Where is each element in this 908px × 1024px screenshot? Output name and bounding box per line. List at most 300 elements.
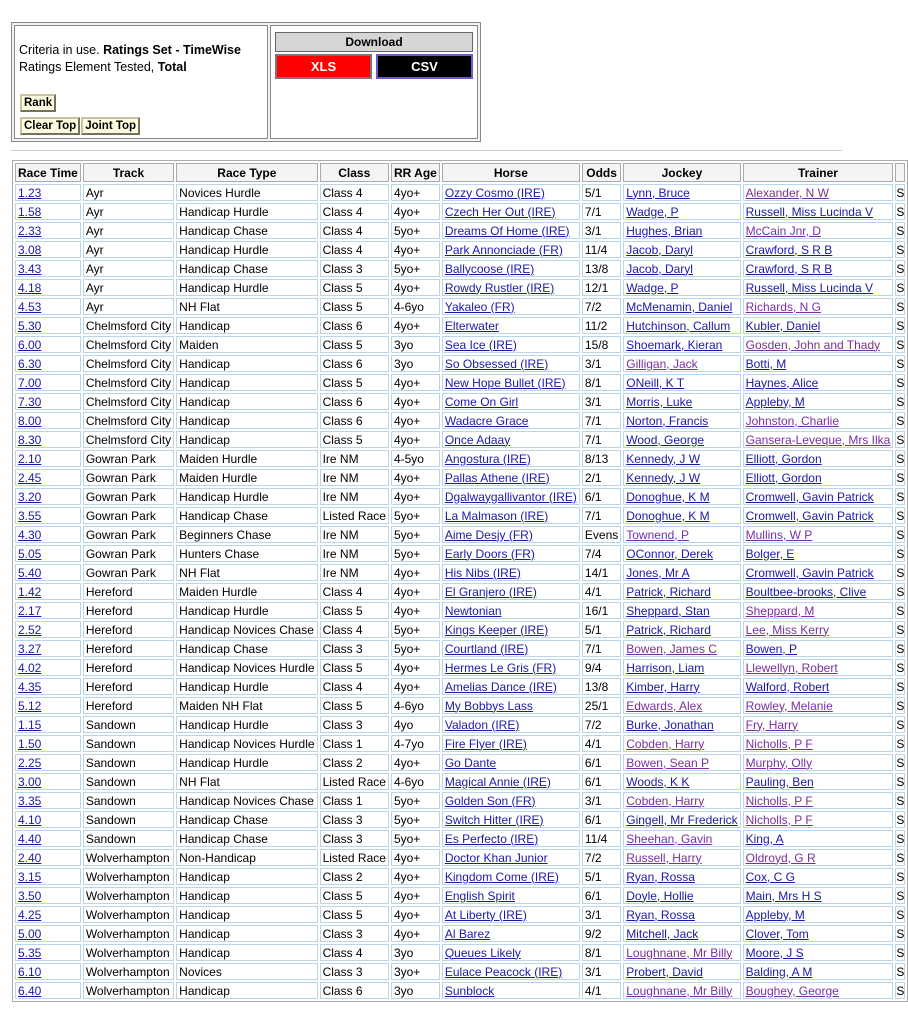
horse-link[interactable]: Es Perfecto (IRE) bbox=[444, 831, 539, 846]
horse-link[interactable]: Queues Likely bbox=[444, 945, 521, 960]
class-cell: Class 5 bbox=[320, 431, 389, 448]
race-time-cell bbox=[15, 849, 81, 866]
race-time-cell bbox=[15, 735, 81, 752]
trainer-link[interactable]: Crawford, S R B bbox=[745, 242, 833, 257]
race-time-cell bbox=[15, 811, 81, 828]
jockey-link[interactable]: OConnor, Derek bbox=[626, 546, 713, 561]
jockey-link[interactable]: Bowen, James C bbox=[626, 641, 717, 656]
rr-age-cell: 4yo+ bbox=[391, 659, 440, 676]
horse-link[interactable]: Pallas Athene (IRE) bbox=[444, 470, 550, 485]
track-cell: Gowran Park bbox=[83, 564, 174, 581]
criteria-set-line bbox=[19, 42, 265, 59]
trainer-link[interactable]: Crawford, S R B bbox=[745, 261, 833, 276]
horse-link[interactable]: Elterwater bbox=[444, 318, 499, 333]
csv-download-button[interactable]: CSV bbox=[376, 54, 473, 79]
header-odds[interactable]: Odds bbox=[582, 163, 621, 182]
jockey-cell bbox=[623, 849, 740, 866]
class-cell: Class 5 bbox=[320, 279, 389, 296]
criteria-panel bbox=[11, 22, 481, 142]
extra-column-cell: S bbox=[896, 318, 905, 333]
trainer-cell bbox=[743, 412, 894, 429]
jockey-link[interactable]: Mitchell, Jack bbox=[626, 926, 699, 941]
race-time-link[interactable]: 4.53 bbox=[18, 299, 42, 314]
jockey-link[interactable]: Doyle, Hollie bbox=[626, 888, 694, 903]
race-time-link[interactable]: 8.30 bbox=[18, 432, 42, 447]
table-row bbox=[15, 355, 905, 372]
trainer-link[interactable]: Fry, Harry bbox=[745, 717, 799, 732]
rank-button[interactable]: Rank bbox=[20, 94, 56, 112]
criteria-element-value: Total bbox=[157, 60, 187, 74]
jockey-link[interactable]: Woods, K K bbox=[626, 774, 690, 789]
rr-age-cell: 5yo+ bbox=[391, 640, 440, 657]
class-cell: Class 6 bbox=[320, 982, 389, 999]
race-time-link[interactable]: 1.50 bbox=[18, 736, 42, 751]
track-cell: Hereford bbox=[83, 678, 174, 695]
horse-link[interactable]: Angostura (IRE) bbox=[444, 451, 531, 466]
race-time-link[interactable]: 5.12 bbox=[18, 698, 42, 713]
race-time-link[interactable]: 4.18 bbox=[18, 280, 42, 295]
trainer-link[interactable]: McCain Jnr, D bbox=[745, 223, 821, 238]
trainer-link[interactable]: Walford, Robert bbox=[745, 679, 830, 694]
horse-link[interactable]: My Bobbys Lass bbox=[444, 698, 533, 713]
race-time-cell bbox=[15, 545, 81, 562]
horse-link[interactable]: Ozzy Cosmo (IRE) bbox=[444, 185, 545, 200]
class-cell: Class 2 bbox=[320, 754, 389, 771]
odds-cell: 3/1 bbox=[582, 906, 621, 923]
rr-age-cell: 3yo bbox=[391, 944, 440, 961]
jockey-cell bbox=[623, 678, 740, 695]
rr-age-cell: 4yo+ bbox=[391, 849, 440, 866]
trainer-link[interactable]: Rowley, Melanie bbox=[745, 698, 833, 713]
jockey-link[interactable]: Harrison, Liam bbox=[626, 660, 705, 675]
horse-link[interactable]: Ballycoose (IRE) bbox=[444, 261, 535, 276]
table-row bbox=[15, 545, 905, 562]
jockey-link[interactable]: Sheppard, Stan bbox=[626, 603, 710, 618]
jockey-cell bbox=[623, 811, 740, 828]
trainer-cell bbox=[743, 317, 894, 334]
jockey-link[interactable]: McMenamin, Daniel bbox=[626, 299, 733, 314]
race-time-link[interactable]: 5.05 bbox=[18, 546, 42, 561]
trainer-link[interactable]: Russell, Miss Lucinda V bbox=[745, 280, 873, 295]
trainer-cell bbox=[743, 754, 894, 771]
trainer-link[interactable]: Bowen, P bbox=[745, 641, 797, 656]
horse-link[interactable]: Wadacre Grace bbox=[444, 413, 529, 428]
trainer-link[interactable]: Clover, Tom bbox=[745, 926, 809, 941]
trainer-cell bbox=[743, 336, 894, 353]
race-time-cell bbox=[15, 659, 81, 676]
odds-cell: 7/2 bbox=[582, 849, 621, 866]
race-time-cell bbox=[15, 887, 81, 904]
race-time-link[interactable]: 4.10 bbox=[18, 812, 42, 827]
odds-cell: 4/1 bbox=[582, 583, 621, 600]
trainer-link[interactable]: Pauling, Ben bbox=[745, 774, 814, 789]
jockey-cell bbox=[623, 754, 740, 771]
odds-cell: 11/2 bbox=[582, 317, 621, 334]
horse-cell bbox=[442, 811, 580, 828]
race-time-link[interactable]: 6.10 bbox=[18, 964, 42, 979]
header-rr-age[interactable]: RR Age bbox=[391, 163, 440, 182]
race-type-cell: Handicap Hurdle bbox=[176, 203, 317, 220]
class-cell: Class 3 bbox=[320, 830, 389, 847]
jockey-cell bbox=[623, 469, 740, 486]
trainer-link[interactable]: Gansera-Leveque, Mrs Ilka bbox=[745, 432, 891, 447]
trainer-link[interactable]: Boughey, George bbox=[745, 983, 839, 998]
jockey-cell bbox=[623, 298, 740, 315]
jockey-link[interactable]: Shoemark, Kieran bbox=[626, 337, 723, 352]
trainer-link[interactable]: Main, Mrs H S bbox=[745, 888, 822, 903]
jockey-cell bbox=[623, 260, 740, 277]
table-row bbox=[15, 488, 905, 505]
criteria-box bbox=[14, 25, 268, 139]
trainer-link[interactable]: Cromwell, Gavin Patrick bbox=[745, 508, 874, 523]
extra-column-cell: S bbox=[896, 964, 905, 979]
class-cell: Class 3 bbox=[320, 260, 389, 277]
rr-age-cell: 3yo+ bbox=[391, 963, 440, 980]
trainer-link[interactable]: Lee, Miss Kerry bbox=[745, 622, 829, 637]
horse-link[interactable]: New Hope Bullet (IRE) bbox=[444, 375, 566, 390]
race-time-link[interactable]: 3.43 bbox=[18, 261, 42, 276]
trainer-cell bbox=[743, 811, 894, 828]
horse-link[interactable]: Valadon (IRE) bbox=[444, 717, 520, 732]
race-time-link[interactable]: 4.02 bbox=[18, 660, 42, 675]
track-cell: Sandown bbox=[83, 773, 174, 790]
trainer-cell bbox=[743, 678, 894, 695]
track-cell: Wolverhampton bbox=[83, 849, 174, 866]
race-time-link[interactable]: 2.10 bbox=[18, 451, 42, 466]
jockey-link[interactable]: Donoghue, K M bbox=[626, 489, 710, 504]
trainer-link[interactable]: Haynes, Alice bbox=[745, 375, 819, 390]
jockey-link[interactable]: Ryan, Rossa bbox=[626, 907, 695, 922]
rr-age-cell: 4yo+ bbox=[391, 754, 440, 771]
race-time-link[interactable]: 4.30 bbox=[18, 527, 42, 542]
horse-link[interactable]: Kingdom Come (IRE) bbox=[444, 869, 559, 884]
trainer-cell bbox=[743, 887, 894, 904]
header-class[interactable]: Class bbox=[320, 163, 389, 182]
horse-link[interactable]: At Liberty (IRE) bbox=[444, 907, 527, 922]
rr-age-cell: 4yo+ bbox=[391, 906, 440, 923]
race-time-link[interactable]: 1.15 bbox=[18, 717, 42, 732]
trainer-link[interactable]: Llewellyn, Robert bbox=[745, 660, 838, 675]
jockey-link[interactable]: Jacob, Daryl bbox=[626, 261, 693, 276]
race-time-link[interactable]: 1.42 bbox=[18, 584, 42, 599]
jockey-link[interactable]: Cobden, Harry bbox=[626, 793, 705, 808]
race-time-link[interactable]: 5.40 bbox=[18, 565, 42, 580]
jockey-link[interactable]: Kimber, Harry bbox=[626, 679, 700, 694]
jockey-link[interactable]: Jones, Mr A bbox=[626, 565, 690, 580]
trainer-link[interactable]: Bolger, E bbox=[745, 546, 795, 561]
race-time-cell bbox=[15, 222, 81, 239]
race-time-link[interactable]: 2.25 bbox=[18, 755, 42, 770]
jockey-link[interactable]: Lynn, Bruce bbox=[626, 185, 690, 200]
race-time-link[interactable]: 6.00 bbox=[18, 337, 42, 352]
trainer-link[interactable]: Cromwell, Gavin Patrick bbox=[745, 489, 874, 504]
odds-cell: 9/4 bbox=[582, 659, 621, 676]
race-time-cell bbox=[15, 640, 81, 657]
race-time-link[interactable]: 3.20 bbox=[18, 489, 42, 504]
trainer-link[interactable]: Balding, A M bbox=[745, 964, 813, 979]
jockey-link[interactable]: Morris, Luke bbox=[626, 394, 693, 409]
horse-cell bbox=[442, 488, 580, 505]
race-time-link[interactable]: 3.55 bbox=[18, 508, 42, 523]
extra-column-cell: S bbox=[896, 660, 905, 675]
race-time-link[interactable]: 3.35 bbox=[18, 793, 42, 808]
jockey-cell bbox=[623, 203, 740, 220]
horse-link[interactable]: Switch Hitter (IRE) bbox=[444, 812, 544, 827]
jockey-link[interactable]: Cobden, Harry bbox=[626, 736, 705, 751]
race-time-link[interactable]: 6.40 bbox=[18, 983, 42, 998]
trainer-cell bbox=[743, 583, 894, 600]
jockey-link[interactable]: Bowen, Sean P bbox=[626, 755, 709, 770]
class-cell: Class 5 bbox=[320, 697, 389, 714]
jockey-link[interactable]: ONeill, K T bbox=[626, 375, 685, 390]
jockey-cell bbox=[623, 393, 740, 410]
horse-link[interactable]: Amelias Dance (IRE) bbox=[444, 679, 557, 694]
header-horse[interactable]: Horse bbox=[442, 163, 580, 182]
jockey-link[interactable]: Edwards, Alex bbox=[626, 698, 703, 713]
trainer-cell bbox=[743, 431, 894, 448]
table-row bbox=[15, 260, 905, 277]
horse-link[interactable]: Courtland (IRE) bbox=[444, 641, 529, 656]
horse-link[interactable]: Rowdy Rustler (IRE) bbox=[444, 280, 555, 295]
trainer-cell bbox=[743, 260, 894, 277]
horse-link[interactable]: Go Dante bbox=[444, 755, 497, 770]
trainer-cell bbox=[743, 469, 894, 486]
header-trainer[interactable]: Trainer bbox=[743, 163, 894, 182]
jockey-link[interactable]: Hutchinson, Callum bbox=[626, 318, 731, 333]
header-jockey[interactable]: Jockey bbox=[623, 163, 740, 182]
trainer-link[interactable]: Mullins, W P bbox=[745, 527, 813, 542]
jockey-link[interactable]: Loughnane, Mr Billy bbox=[626, 945, 733, 960]
trainer-link[interactable]: Nicholls, P F bbox=[745, 793, 813, 808]
horse-link[interactable]: Hermes Le Gris (FR) bbox=[444, 660, 557, 675]
trainer-cell bbox=[743, 488, 894, 505]
race-type-cell: Handicap Novices Chase bbox=[176, 621, 317, 638]
joint-top-button[interactable]: Joint Top bbox=[81, 117, 140, 135]
trainer-link[interactable]: Nicholls, P F bbox=[745, 812, 813, 827]
horse-cell bbox=[442, 678, 580, 695]
horse-link[interactable]: Park Annonciade (FR) bbox=[444, 242, 563, 257]
class-cell: Class 6 bbox=[320, 412, 389, 429]
extra-column-cell: S bbox=[896, 185, 905, 200]
trainer-link[interactable]: Elliott, Gordon bbox=[745, 451, 822, 466]
jockey-link[interactable]: Patrick, Richard bbox=[626, 584, 711, 599]
header-race-time[interactable]: Race Time bbox=[15, 163, 81, 182]
jockey-link[interactable]: Probert, David bbox=[626, 964, 703, 979]
class-cell: Listed Race bbox=[320, 849, 389, 866]
trainer-link[interactable]: Gosden, John and Thady bbox=[745, 337, 881, 352]
trainer-link[interactable]: Kubler, Daniel bbox=[745, 318, 821, 333]
horse-link[interactable]: Golden Son (FR) bbox=[444, 793, 536, 808]
rr-age-cell: 4yo+ bbox=[391, 241, 440, 258]
header-race-type[interactable]: Race Type bbox=[176, 163, 317, 182]
trainer-cell bbox=[743, 868, 894, 885]
track-cell: Ayr bbox=[83, 222, 174, 239]
jockey-link[interactable]: Jacob, Daryl bbox=[626, 242, 693, 257]
jockey-link[interactable]: Hughes, Brian bbox=[626, 223, 703, 238]
race-time-link[interactable]: 3.08 bbox=[18, 242, 42, 257]
race-time-link[interactable]: 2.45 bbox=[18, 470, 42, 485]
horse-link[interactable]: Sea Ice (IRE) bbox=[444, 337, 517, 352]
horse-link[interactable]: Magical Annie (IRE) bbox=[444, 774, 551, 789]
race-time-link[interactable]: 5.30 bbox=[18, 318, 42, 333]
odds-cell: 13/8 bbox=[582, 260, 621, 277]
horse-link[interactable]: Dreams Of Home (IRE) bbox=[444, 223, 570, 238]
horse-link[interactable]: Early Doors (FR) bbox=[444, 546, 535, 561]
trainer-link[interactable]: Nicholls, P F bbox=[745, 736, 813, 751]
race-time-link[interactable]: 7.30 bbox=[18, 394, 42, 409]
horse-link[interactable]: Yakaleo (FR) bbox=[444, 299, 515, 314]
horse-link[interactable]: Czech Her Out (IRE) bbox=[444, 204, 556, 219]
horse-link[interactable]: Newtonian bbox=[444, 603, 502, 618]
jockey-link[interactable]: Townend, P bbox=[626, 527, 689, 542]
extra-column-cell: S bbox=[896, 204, 905, 219]
trainer-link[interactable]: King, A bbox=[745, 831, 784, 846]
trainer-cell bbox=[743, 697, 894, 714]
race-type-cell: Maiden bbox=[176, 336, 317, 353]
track-cell: Chelmsford City bbox=[83, 336, 174, 353]
race-time-cell bbox=[15, 982, 81, 999]
trainer-link[interactable]: Cromwell, Gavin Patrick bbox=[745, 565, 874, 580]
odds-cell: 6/1 bbox=[582, 773, 621, 790]
race-time-link[interactable]: 2.33 bbox=[18, 223, 42, 238]
trainer-link[interactable]: Johnston, Charlie bbox=[745, 413, 839, 428]
race-type-cell: Handicap Chase bbox=[176, 640, 317, 657]
horse-cell bbox=[442, 754, 580, 771]
race-time-link[interactable]: 8.00 bbox=[18, 413, 42, 428]
rr-age-cell: 4-7yo bbox=[391, 735, 440, 752]
jockey-link[interactable]: Burke, Jonathan bbox=[626, 717, 714, 732]
race-time-link[interactable]: 7.00 bbox=[18, 375, 42, 390]
race-time-link[interactable]: 2.40 bbox=[18, 850, 42, 865]
table-row bbox=[15, 184, 905, 201]
horse-link[interactable]: English Spirit bbox=[444, 888, 515, 903]
trainer-link[interactable]: Moore, J S bbox=[745, 945, 804, 960]
trainer-link[interactable]: Oldroyd, G R bbox=[745, 850, 816, 865]
trainer-link[interactable]: Murphy, Olly bbox=[745, 755, 813, 770]
horse-link[interactable]: La Malmason (IRE) bbox=[444, 508, 549, 523]
race-time-link[interactable]: 5.00 bbox=[18, 926, 42, 941]
horse-link[interactable]: So Obsessed (IRE) bbox=[444, 356, 549, 371]
race-time-link[interactable]: 3.15 bbox=[18, 869, 42, 884]
trainer-link[interactable]: Russell, Miss Lucinda V bbox=[745, 204, 873, 219]
jockey-link[interactable]: Donoghue, K M bbox=[626, 508, 710, 523]
trainer-link[interactable]: Appleby, M bbox=[745, 907, 805, 922]
table-row bbox=[15, 241, 905, 258]
horse-link[interactable]: Fire Flyer (IRE) bbox=[444, 736, 527, 751]
track-cell: Wolverhampton bbox=[83, 868, 174, 885]
race-time-cell bbox=[15, 583, 81, 600]
extra-column-cell: S bbox=[896, 945, 905, 960]
horse-link[interactable]: His Nibs (IRE) bbox=[444, 565, 521, 580]
track-cell: Chelmsford City bbox=[83, 393, 174, 410]
trainer-cell bbox=[743, 241, 894, 258]
jockey-link[interactable]: Patrick, Richard bbox=[626, 622, 711, 637]
header-track[interactable]: Track bbox=[83, 163, 174, 182]
jockey-link[interactable]: Russell, Harry bbox=[626, 850, 702, 865]
extra-column-cell: S bbox=[896, 679, 905, 694]
clear-top-button[interactable]: Clear Top bbox=[20, 117, 80, 135]
trainer-link[interactable]: Boultbee-brooks, Clive bbox=[745, 584, 867, 599]
class-cell: Class 5 bbox=[320, 602, 389, 619]
extra-column-cell: S bbox=[896, 565, 905, 580]
race-time-link[interactable]: 3.00 bbox=[18, 774, 42, 789]
table-row bbox=[15, 811, 905, 828]
jockey-link[interactable]: Kennedy, J W bbox=[626, 451, 701, 466]
horse-link[interactable]: Aime Desjy (FR) bbox=[444, 527, 533, 542]
rr-age-cell: 5yo+ bbox=[391, 260, 440, 277]
race-time-link[interactable]: 2.52 bbox=[18, 622, 42, 637]
jockey-link[interactable]: Wadge, P bbox=[626, 204, 679, 219]
jockey-link[interactable]: Wadge, P bbox=[626, 280, 679, 295]
jockey-link[interactable]: Kennedy, J W bbox=[626, 470, 701, 485]
race-time-link[interactable]: 3.50 bbox=[18, 888, 42, 903]
trainer-link[interactable]: Botti, M bbox=[745, 356, 787, 371]
trainer-link[interactable]: Sheppard, M bbox=[745, 603, 815, 618]
race-time-link[interactable]: 4.40 bbox=[18, 831, 42, 846]
odds-cell: 3/1 bbox=[582, 355, 621, 372]
horse-cell bbox=[442, 507, 580, 524]
jockey-link[interactable]: Norton, Francis bbox=[626, 413, 709, 428]
extra-column-cell: S bbox=[896, 983, 905, 998]
trainer-link[interactable]: Elliott, Gordon bbox=[745, 470, 822, 485]
horse-link[interactable]: Kings Keeper (IRE) bbox=[444, 622, 549, 637]
extra-column-cell: S bbox=[896, 774, 905, 789]
horse-link[interactable]: Al Barez bbox=[444, 926, 491, 941]
race-time-link[interactable]: 1.58 bbox=[18, 204, 42, 219]
jockey-link[interactable]: Gilligan, Jack bbox=[626, 356, 698, 371]
jockey-cell bbox=[623, 412, 740, 429]
race-time-link[interactable]: 2.17 bbox=[18, 603, 42, 618]
race-time-link[interactable]: 5.35 bbox=[18, 945, 42, 960]
jockey-link[interactable]: Gingell, Mr Frederick bbox=[626, 812, 738, 827]
horse-link[interactable]: Doctor Khan Junior bbox=[444, 850, 548, 865]
jockey-link[interactable]: Wood, George bbox=[626, 432, 705, 447]
extra-column-cell: S bbox=[896, 622, 905, 637]
track-cell: Ayr bbox=[83, 184, 174, 201]
trainer-link[interactable]: Richards, N G bbox=[745, 299, 821, 314]
race-time-link[interactable]: 1.23 bbox=[18, 185, 42, 200]
race-time-cell bbox=[15, 431, 81, 448]
race-time-link[interactable]: 6.30 bbox=[18, 356, 42, 371]
horse-link[interactable]: Dgalwaygallivantor (IRE) bbox=[444, 489, 577, 504]
jockey-cell bbox=[623, 222, 740, 239]
race-time-link[interactable]: 4.35 bbox=[18, 679, 42, 694]
horse-link[interactable]: Once Adaay bbox=[444, 432, 511, 447]
table-row bbox=[15, 450, 905, 467]
race-type-cell: Handicap Hurdle bbox=[176, 754, 317, 771]
jockey-link[interactable]: Ryan, Rossa bbox=[626, 869, 695, 884]
class-cell: Class 2 bbox=[320, 868, 389, 885]
jockey-link[interactable]: Loughnane, Mr Billy bbox=[626, 983, 733, 998]
horse-link[interactable]: Eulace Peacock (IRE) bbox=[444, 964, 563, 979]
races-table bbox=[12, 160, 908, 1002]
jockey-link[interactable]: Sheehan, Gavin bbox=[626, 831, 713, 846]
horse-link[interactable]: Come On Girl bbox=[444, 394, 519, 409]
trainer-link[interactable]: Cox, C G bbox=[745, 869, 795, 884]
xls-download-button[interactable]: XLS bbox=[275, 54, 372, 79]
horse-link[interactable]: El Granjero (IRE) bbox=[444, 584, 537, 599]
race-type-cell: NH Flat bbox=[176, 564, 317, 581]
race-time-link[interactable]: 4.25 bbox=[18, 907, 42, 922]
race-time-link[interactable]: 3.27 bbox=[18, 641, 42, 656]
trainer-link[interactable]: Alexander, N W bbox=[745, 185, 829, 200]
rr-age-cell: 4-6yo bbox=[391, 298, 440, 315]
rr-age-cell: 4yo+ bbox=[391, 431, 440, 448]
horse-link[interactable]: Sunblock bbox=[444, 983, 495, 998]
trainer-cell bbox=[743, 507, 894, 524]
rr-age-cell: 4yo+ bbox=[391, 564, 440, 581]
trainer-link[interactable]: Appleby, M bbox=[745, 394, 805, 409]
